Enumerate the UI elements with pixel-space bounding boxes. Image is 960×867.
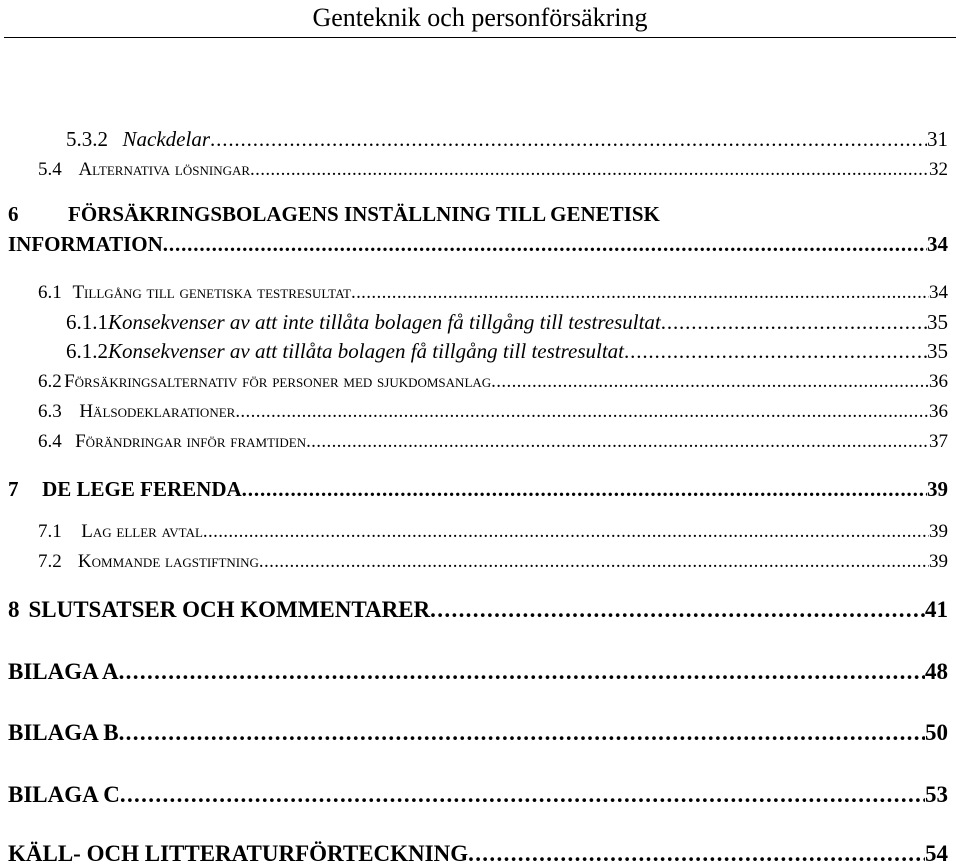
toc-page: 36	[929, 401, 948, 422]
toc-title: Hälsodeklarationer	[79, 401, 236, 422]
toc-number: 6.4	[38, 431, 62, 452]
toc-number: 8	[8, 597, 20, 622]
toc-page: 36	[929, 371, 948, 392]
toc-leader	[120, 782, 925, 808]
toc-leader	[468, 841, 925, 867]
toc-leader	[430, 597, 925, 623]
toc-entry-6-4[interactable]	[38, 431, 948, 453]
toc-page: 50	[925, 720, 948, 745]
toc-entry-6-3[interactable]	[38, 401, 948, 423]
toc-leader	[259, 551, 929, 573]
toc-entry-6-1-2[interactable]	[66, 339, 948, 364]
toc-title: BILAGA A	[8, 659, 119, 684]
toc-title: BILAGA C	[8, 782, 120, 807]
toc-title: Försäkringsalternativ för personer med sjukdomsanlag	[64, 371, 492, 392]
toc-entry-6-2[interactable]	[38, 371, 948, 393]
toc-leader	[210, 127, 927, 152]
toc-number: 7	[8, 477, 19, 501]
toc-page: 53	[925, 782, 948, 807]
toc-page: 39	[927, 477, 948, 501]
toc-entry-6-1[interactable]	[38, 282, 948, 304]
toc-entry-7-2[interactable]	[38, 551, 948, 573]
toc-entry-6-line1[interactable]	[8, 202, 948, 227]
toc-number: 5.4	[38, 159, 62, 180]
toc-number: 5.3.2	[66, 127, 108, 151]
toc-entry-5-4[interactable]	[38, 159, 948, 181]
toc-page: 31	[927, 127, 948, 151]
toc-leader	[661, 310, 927, 335]
toc-entry-7[interactable]	[8, 477, 948, 502]
toc-page: 34	[927, 232, 948, 256]
toc-title: Förändringar inför framtiden	[75, 431, 307, 452]
toc-page: 39	[929, 521, 948, 542]
toc-title: Lag eller avtal	[81, 521, 203, 542]
toc-leader	[203, 521, 929, 543]
toc-page: 41	[925, 597, 948, 622]
toc-entry-kallor[interactable]	[8, 841, 948, 867]
toc-title: Alternativa lösningar	[78, 159, 251, 180]
toc-leader	[491, 371, 929, 393]
toc-page: 32	[929, 159, 948, 180]
toc-page: 34	[929, 282, 948, 303]
toc-number: 6.1.2	[66, 339, 108, 363]
toc-title: Konsekvenser av att inte tillåta bolagen få tillgång till testresultat	[108, 310, 661, 334]
toc-title: Kommande lagstiftning	[77, 551, 259, 572]
toc-entry-7-1[interactable]	[38, 521, 948, 543]
toc-leader	[306, 431, 929, 453]
page-header-title: Genteknik och personförsäkring	[312, 3, 648, 32]
toc-page: 48	[925, 659, 948, 684]
toc-entry-5-3-2[interactable]	[66, 127, 948, 152]
toc-page: 35	[927, 310, 948, 334]
toc-leader	[163, 232, 927, 257]
toc-number: 6.1.1	[66, 310, 108, 334]
toc-leader	[119, 659, 925, 685]
toc-number: 6.2	[38, 371, 62, 392]
toc-page: 37	[929, 431, 948, 452]
toc-entry-6-1-1[interactable]	[66, 310, 948, 335]
toc-leader	[119, 720, 925, 746]
toc-title-line2: INFORMATION	[8, 232, 163, 256]
toc-page: 39	[929, 551, 948, 572]
toc-entry-bilaga-c[interactable]	[8, 782, 948, 808]
toc-title: SLUTSATSER OCH KOMMENTARER	[28, 597, 431, 622]
toc-title: BILAGA B	[8, 720, 119, 745]
toc-title: DE LEGE FERENDA	[42, 477, 242, 501]
toc-entry-8[interactable]	[8, 597, 948, 623]
toc-page: 35	[927, 339, 948, 363]
toc-number: 7.1	[38, 521, 62, 542]
toc-title: Tillgång till genetiska testresultat	[72, 282, 351, 303]
toc-title: Konsekvenser av att tillåta bolagen få tillgång till testresultat	[108, 339, 625, 363]
toc-leader	[235, 401, 929, 423]
toc-entry-bilaga-b[interactable]	[8, 720, 948, 746]
toc-title: Nackdelar	[122, 127, 211, 151]
toc-number: 6	[8, 202, 19, 226]
toc-number: 7.2	[38, 551, 62, 572]
toc-leader	[624, 339, 927, 364]
toc-number: 6.3	[38, 401, 62, 422]
toc-entry-bilaga-a[interactable]	[8, 659, 948, 685]
toc-title: KÄLL- OCH LITTERATURFÖRTECKNING	[8, 841, 469, 866]
toc-leader	[250, 159, 929, 181]
toc-number: 6.1	[38, 282, 62, 303]
toc-entry-6-line2[interactable]	[8, 232, 948, 257]
toc-leader	[351, 282, 929, 304]
toc-page: 54	[925, 841, 948, 866]
toc-title-line1: FÖRSÄKRINGSBOLAGENS INSTÄLLNING TILL GENETISK	[68, 202, 660, 226]
toc-leader	[242, 477, 927, 502]
